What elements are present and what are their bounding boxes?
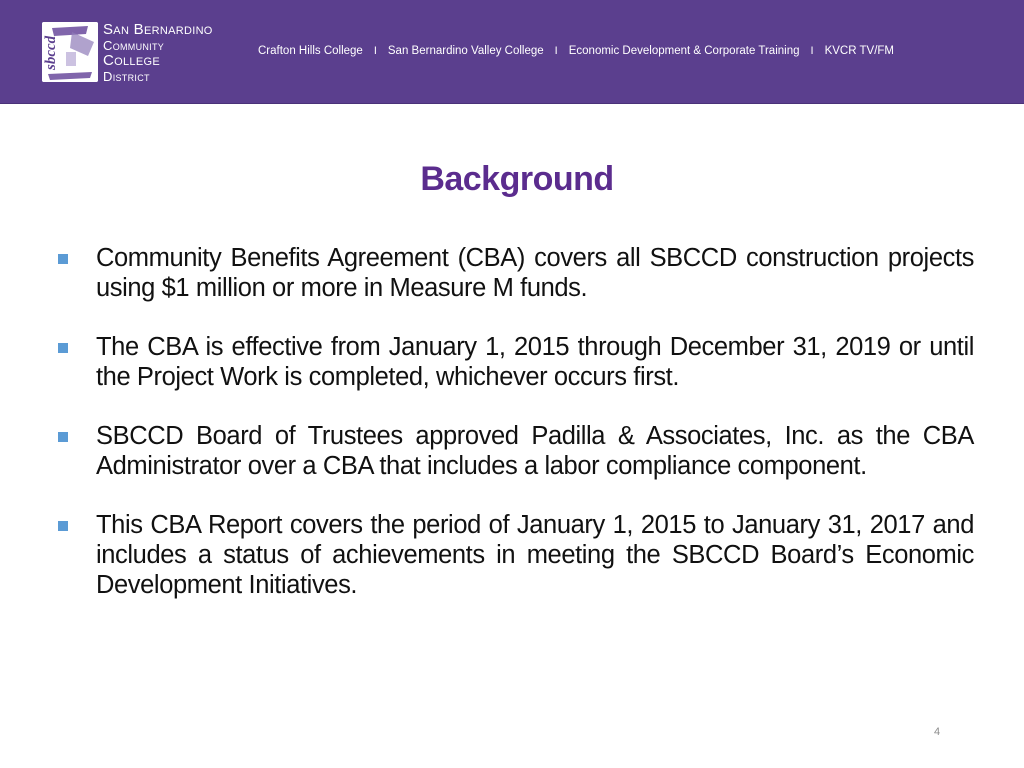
bullet-item [58,421,974,481]
bullet-list [58,243,974,629]
bullet-text: This CBA Report covers the period of January 1, 2015 to January 31, 2017 and includes a status of achievements in meeting the SBCCD Board’s Economic Development Initiatives. [96,511,974,599]
nav-separator: I [554,45,558,57]
square-bullet-icon [58,254,68,264]
nav-item-sbvc: San Bernardino Valley College [387,45,544,57]
district-name [103,22,213,84]
square-bullet-icon [58,432,68,442]
nav-item-crafton-hills: Crafton Hills College [258,45,363,57]
college-nav [258,45,894,57]
slide-title: Background [420,160,614,198]
bullet-item [58,243,974,303]
bullet-text: The CBA is effective from January 1, 2015 through December 31, 2019 or until the Project Work is completed, whichever occurs first. [96,333,974,391]
district-name-line-3: College [103,52,160,69]
nav-separator: I [373,45,377,57]
bullet-text: Community Benefits Agreement (CBA) covers all SBCCD construction projects using $1 million or more in Measure M funds. [96,244,974,302]
square-bullet-icon [58,521,68,531]
sbccd-logo [42,22,98,82]
district-name-line-4: District [103,68,150,84]
sbccd-logo-mark-icon [42,22,98,82]
nav-item-economic-development: Economic Development & Corporate Training [568,45,800,57]
bullet-item [58,332,974,392]
district-name-line-1: San Bernardino [103,21,213,38]
district-name-line-2: Community [103,37,165,53]
nav-separator: I [810,45,814,57]
logo-mark-text: sbccd [43,35,59,70]
bullet-text: SBCCD Board of Trustees approved Padilla & Associates, Inc. as the CBA Administrator over a CBA that includes a labor compliance component. [96,422,974,480]
header-banner [0,0,1024,104]
page-number: 4 [934,726,941,738]
nav-item-kvcr: KVCR TV/FM [824,45,894,57]
bullet-item [58,510,974,600]
square-bullet-icon [58,343,68,353]
